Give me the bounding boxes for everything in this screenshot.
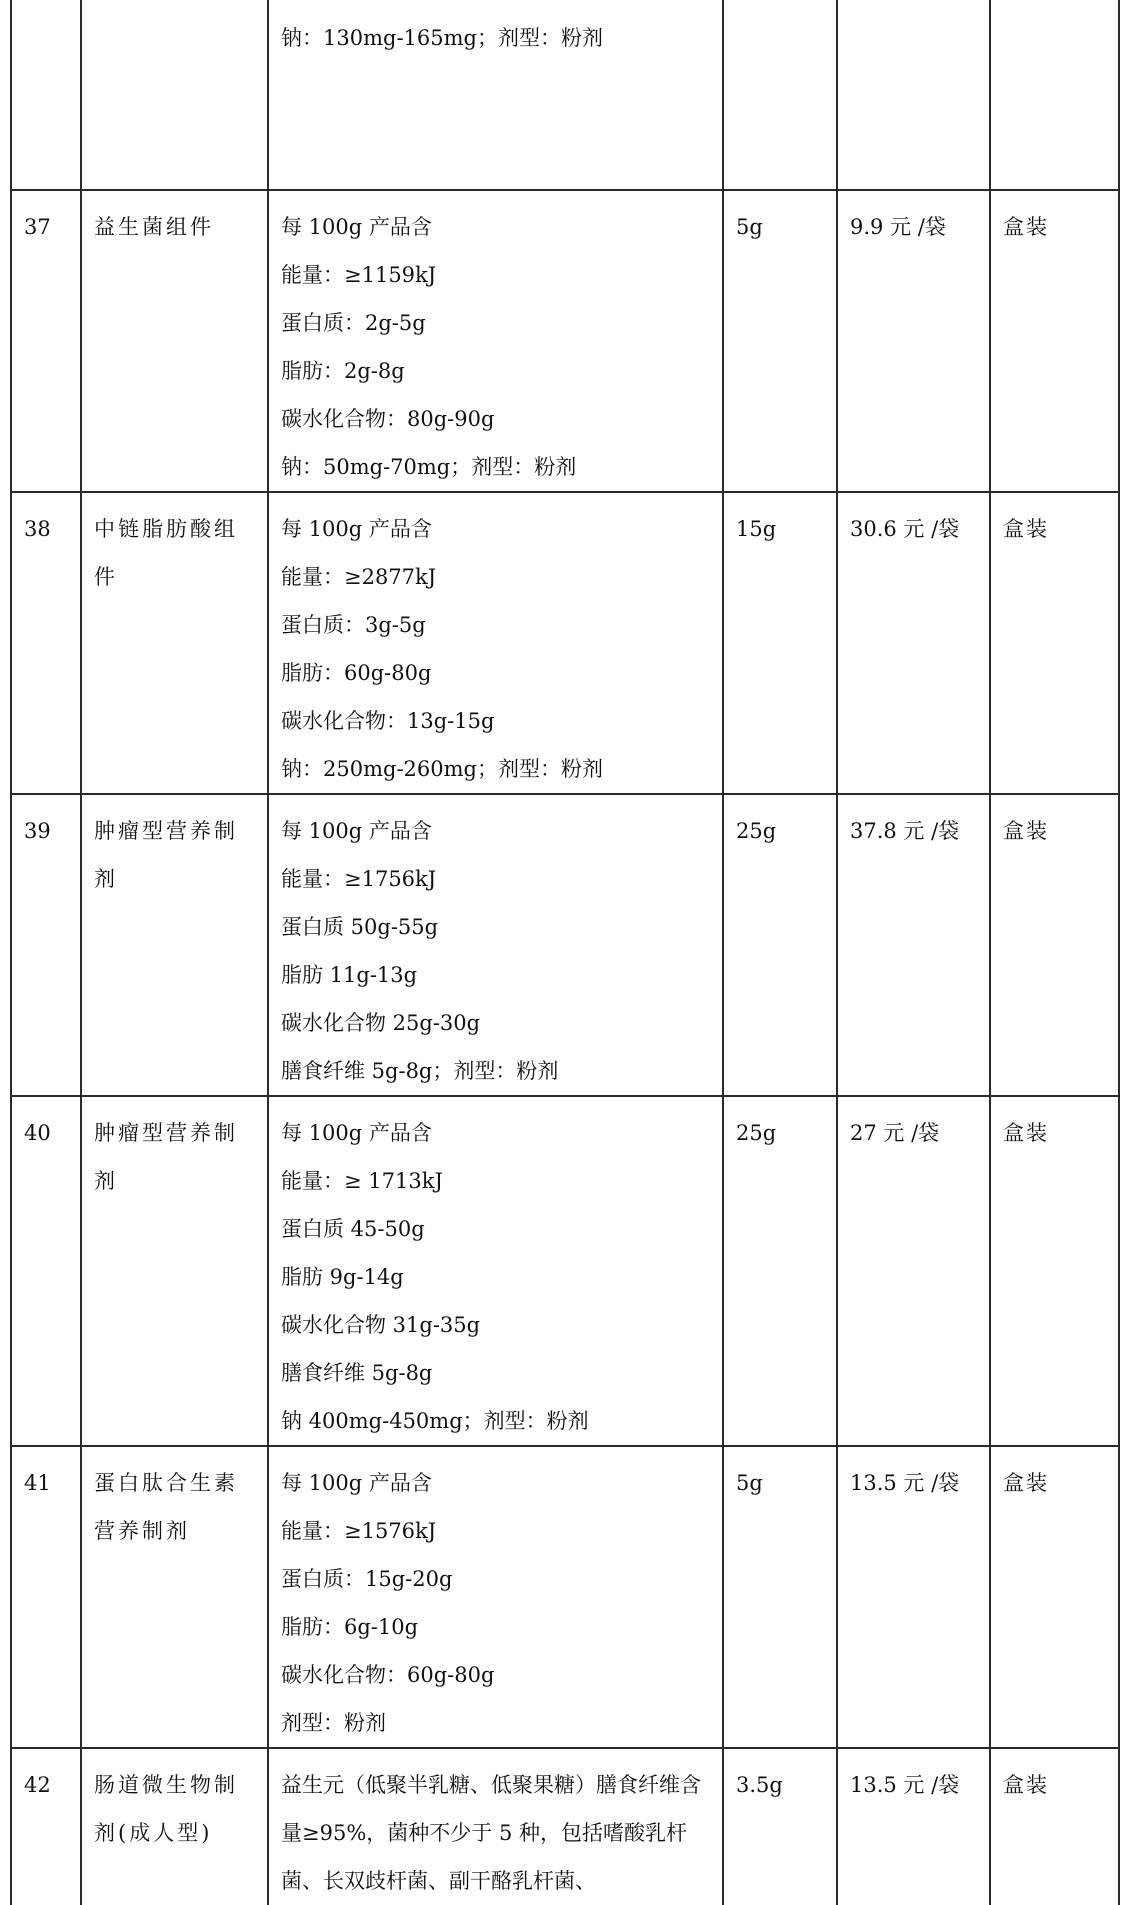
spec-line: 蛋白质 45-50g — [281, 1217, 425, 1241]
spec-line: 每 100g 产品含 — [281, 517, 432, 541]
price-cell: 27 元 /袋 — [837, 1096, 990, 1446]
product-name-cell: 肿瘤型营养制剂 — [81, 1096, 268, 1446]
spec-line: 蛋白质：2g-5g — [281, 311, 426, 335]
price-cell: 37.8 元 /袋 — [837, 794, 990, 1096]
spec-line: 蛋白质：15g-20g — [281, 1567, 453, 1591]
item-number-cell: 41 — [11, 1446, 81, 1748]
product-name-cell — [81, 0, 268, 190]
spec-line: 每 100g 产品含 — [281, 819, 432, 843]
package-size-cell: 5g — [723, 1446, 837, 1748]
product-name-cell: 蛋白肽合生素营养制剂 — [81, 1446, 268, 1748]
spec-line: 脂肪：6g-10g — [281, 1615, 419, 1639]
packaging-cell — [990, 0, 1119, 190]
table-row — [11, 190, 1119, 492]
price-cell: 9.9 元 /袋 — [837, 190, 990, 492]
packaging-cell: 盒装 — [990, 1096, 1119, 1446]
packaging-cell: 盒装 — [990, 1748, 1119, 1905]
product-name-cell: 中链脂肪酸组件 — [81, 492, 268, 794]
price-cell: 30.6 元 /袋 — [837, 492, 990, 794]
spec-line: 脂肪 9g-14g — [281, 1265, 404, 1289]
packaging-cell: 盒装 — [990, 794, 1119, 1096]
item-number-cell: 39 — [11, 794, 81, 1096]
spec-line: 碳水化合物：60g-80g — [281, 1663, 495, 1687]
packaging-cell: 盒装 — [990, 492, 1119, 794]
item-number-cell: 38 — [11, 492, 81, 794]
specification-cell — [268, 794, 723, 1096]
price-cell: 13.5 元 /袋 — [837, 1748, 990, 1905]
spec-line: 碳水化合物 31g-35g — [281, 1313, 481, 1337]
table-row — [11, 794, 1119, 1096]
spec-line: 蛋白质：3g-5g — [281, 613, 426, 637]
packaging-cell: 盒装 — [990, 1446, 1119, 1748]
spec-line: 能量：≥1576kJ — [281, 1519, 437, 1543]
spec-line: 每 100g 产品含 — [281, 1471, 432, 1495]
package-size-cell — [723, 0, 837, 190]
specification-cell — [268, 1446, 723, 1748]
specification-cell — [268, 492, 723, 794]
spec-line: 碳水化合物：13g-15g — [281, 709, 495, 733]
package-size-cell: 5g — [723, 190, 837, 492]
product-name-cell: 肿瘤型营养制剂 — [81, 794, 268, 1096]
nutrition-product-table — [10, 0, 1120, 1905]
spec-line: 钠：130mg-165mg；剂型：粉剂 — [281, 26, 603, 50]
spec-line: 能量：≥ 1713kJ — [281, 1169, 443, 1193]
item-number-cell: 37 — [11, 190, 81, 492]
specification-cell — [268, 0, 723, 190]
package-size-cell: 3.5g — [723, 1748, 837, 1905]
table-row — [11, 1446, 1119, 1748]
spec-line: 脂肪：60g-80g — [281, 661, 432, 685]
spec-line: 每 100g 产品含 — [281, 1121, 432, 1145]
spec-line: 蛋白质 50g-55g — [281, 915, 439, 939]
spec-line: 脂肪：2g-8g — [281, 359, 405, 383]
package-size-cell: 25g — [723, 794, 837, 1096]
package-size-cell: 25g — [723, 1096, 837, 1446]
table-row — [11, 0, 1119, 190]
spec-paragraph: 益生元（低聚半乳糖、低聚果糖）膳食纤维含量≥95%，菌种不少于 5 种，包括嗜酸乳杆菌、长双歧杆菌、副干酪乳杆菌、 — [281, 1773, 701, 1893]
table-row — [11, 492, 1119, 794]
spec-line: 能量：≥2877kJ — [281, 565, 437, 589]
item-number-cell — [11, 0, 81, 190]
spec-line: 碳水化合物 25g-30g — [281, 1011, 481, 1035]
spec-line: 钠：50mg-70mg；剂型：粉剂 — [281, 455, 577, 479]
spec-line: 脂肪 11g-13g — [281, 963, 418, 987]
specification-cell — [268, 1748, 723, 1905]
spec-line: 膳食纤维 5g-8g — [281, 1361, 433, 1385]
package-size-cell: 15g — [723, 492, 837, 794]
product-name-cell: 益生菌组件 — [81, 190, 268, 492]
spec-line: 剂型：粉剂 — [281, 1711, 386, 1735]
packaging-cell: 盒装 — [990, 190, 1119, 492]
spec-line: 每 100g 产品含 — [281, 215, 432, 239]
spec-line: 能量：≥1756kJ — [281, 867, 437, 891]
spec-line: 碳水化合物：80g-90g — [281, 407, 495, 431]
price-cell: 13.5 元 /袋 — [837, 1446, 990, 1748]
spec-line: 能量：≥1159kJ — [281, 263, 437, 287]
specification-cell — [268, 1096, 723, 1446]
spec-line: 钠 400mg-450mg；剂型：粉剂 — [281, 1409, 589, 1433]
product-name-cell: 肠道微生物制剂(成人型) — [81, 1748, 268, 1905]
price-cell — [837, 0, 990, 190]
item-number-cell: 42 — [11, 1748, 81, 1905]
item-number-cell: 40 — [11, 1096, 81, 1446]
spec-line: 膳食纤维 5g-8g；剂型：粉剂 — [281, 1059, 559, 1083]
table-row — [11, 1748, 1119, 1905]
spec-line: 钠：250mg-260mg；剂型：粉剂 — [281, 757, 603, 781]
table-row — [11, 1096, 1119, 1446]
specification-cell — [268, 190, 723, 492]
